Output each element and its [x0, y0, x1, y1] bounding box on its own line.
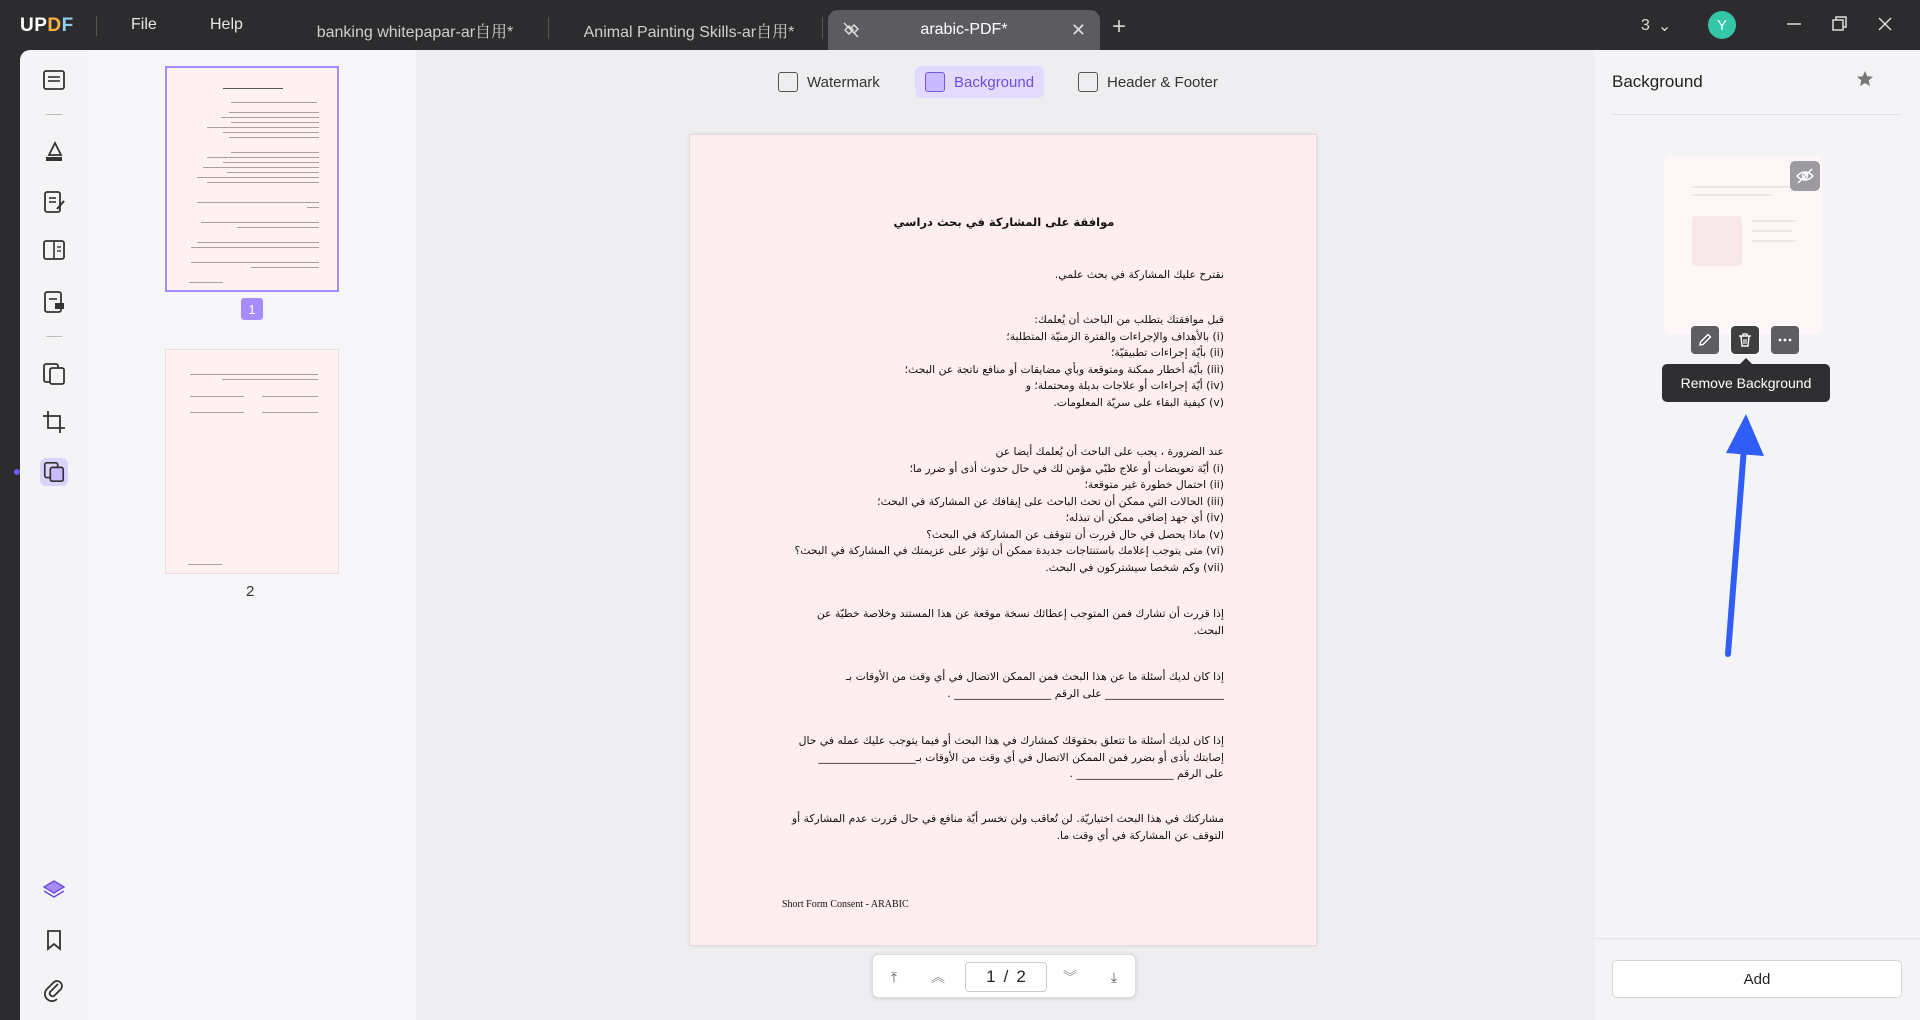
total-pages: 2 — [1016, 967, 1026, 986]
remove-background-button[interactable] — [1731, 326, 1759, 354]
pdf-page[interactable] — [689, 134, 1317, 946]
app-logo: UPDF — [20, 15, 74, 36]
eye-off-icon — [1795, 166, 1815, 186]
trash-icon — [1737, 332, 1753, 348]
tab-arabic-pdf[interactable] — [828, 10, 1100, 50]
tab-animal-painting[interactable] — [554, 10, 824, 50]
edit-pdf-icon — [41, 189, 67, 215]
background-label: Background — [954, 73, 1035, 91]
window-count: 3 — [1641, 17, 1650, 34]
form-icon — [41, 289, 67, 315]
add-button[interactable]: Add — [1612, 960, 1902, 998]
thumbnail-label-2: 2 — [246, 583, 255, 600]
divider — [548, 17, 549, 39]
text-line: على الرقم __________________ . — [1069, 767, 1224, 780]
text-line: ______________________ على الرقم __________________ . — [947, 686, 1224, 700]
page-number-input[interactable] — [965, 962, 1047, 992]
edit-tool[interactable] — [40, 188, 68, 216]
divider — [96, 16, 97, 36]
bookmark-icon — [43, 928, 65, 952]
text-line: (v) ماذا يحصل في حال قررت أن تتوقف عن المشاركة في البحث؟ — [926, 527, 1224, 541]
watermark-button[interactable] — [768, 66, 890, 98]
previous-page-icon[interactable]: ︽ — [931, 969, 945, 985]
menu-help[interactable]: Help — [210, 16, 243, 33]
document-title: موافقة على المشاركة في بحث دراسي — [893, 215, 1115, 229]
text-line: (iv) أيّة إجراءات أو علاجات بديلة ومحتملة؛ و — [1025, 379, 1224, 392]
bookmark-tool[interactable] — [40, 926, 68, 954]
text-line: إذا كان لديك أسئلة ما تتعلق بحقوقك كمشارك في هذا البحث أو فيما يتوجب عليك عمله في حال — [798, 734, 1224, 747]
tooltip: Remove Background — [1662, 364, 1830, 402]
pencil-icon — [1697, 332, 1713, 348]
paragraph — [817, 606, 1224, 639]
comment-tool[interactable] — [40, 138, 68, 166]
background-icon — [925, 72, 945, 92]
text-line: (iii) بأيّة أخطار ممكنة ومتوقعة وبأي مضايقات أو منافع ناتجة عن البحث؛ — [904, 362, 1224, 376]
convert-icon — [41, 361, 67, 387]
watermark-icon — [778, 72, 798, 92]
fill-sign-tool[interactable] — [40, 288, 68, 316]
attachment-tool[interactable] — [40, 976, 68, 1004]
pages-icon — [41, 237, 67, 263]
minimize-icon[interactable] — [1784, 14, 1804, 34]
unlinked-icon — [842, 21, 860, 39]
thumbnail-panel — [88, 50, 416, 1020]
current-page-badge: 1 — [241, 298, 263, 320]
window-count-dropdown[interactable] — [1641, 16, 1671, 36]
paragraph — [792, 811, 1224, 844]
text-line: البحث. — [1193, 623, 1224, 637]
text-line: إذا كان لديك أسئلة ما عن هذا البحث فمن الممكن الاتصال في أي وقت من الأوقات بـ — [845, 670, 1224, 683]
watermark-label: Watermark — [807, 73, 880, 91]
text-line: إذا قررت أن تشارك فمن المتوجب إعطائك نسخة موقعة عن هذا المستند وخلاصة خطيّة عن — [816, 607, 1224, 620]
crop-tool[interactable] — [40, 408, 68, 436]
reader-tool[interactable] — [40, 66, 68, 94]
edit-background-button[interactable] — [1691, 326, 1719, 354]
paragraph — [795, 444, 1224, 576]
current-page: 1 — [986, 967, 996, 986]
header-footer-label: Header & Footer — [1107, 73, 1218, 91]
tab-banking[interactable] — [280, 10, 550, 50]
page-tools[interactable] — [40, 458, 68, 486]
text-line: (vii) وكم شخصا سيشتركون في البحث. — [1045, 560, 1224, 574]
thumbnail-page-1[interactable] — [165, 66, 339, 292]
layers-icon — [41, 877, 67, 903]
divider — [46, 336, 62, 337]
crop-icon — [41, 409, 67, 435]
first-page-icon[interactable]: ⤒ — [890, 968, 898, 985]
tab-label: banking whitepapar-ar自用* — [316, 23, 514, 41]
page-separator: / — [1003, 967, 1009, 986]
reader-icon — [41, 67, 67, 93]
text-line: (i) أيّة تعويضات أو علاج طبّي مؤمن لك في حال حدوث أذى أو ضرر ما؛ — [909, 461, 1224, 475]
text-line: (iv) أي جهد إضافي ممكن أن تبذله؛ — [1065, 511, 1224, 524]
text-line: (ii) بأيّة إجراءات تطبيقيّة؛ — [1110, 346, 1224, 359]
highlighter-icon — [41, 139, 67, 165]
organize-tool[interactable] — [40, 236, 68, 264]
chevron-down-icon: ⌄ — [1657, 18, 1672, 35]
text-line: قبل موافقتك يتطلب من الباحث أن يُعلمك: — [1034, 313, 1224, 326]
text-line: (ii) احتمال خطورة غير متوقعة؛ — [1084, 478, 1224, 491]
paragraph — [1055, 267, 1224, 284]
paragraph — [799, 733, 1224, 783]
hide-background-button[interactable] — [1790, 161, 1820, 191]
header-footer-button[interactable] — [1068, 66, 1228, 98]
star-icon[interactable] — [1856, 70, 1874, 88]
divider — [822, 17, 823, 39]
more-options-button[interactable] — [1771, 326, 1799, 354]
paragraph — [905, 312, 1224, 411]
document-area — [416, 50, 1594, 1020]
tab-label: Animal Painting Skills-ar自用* — [583, 23, 795, 41]
tab-label: arabic-PDF* — [920, 21, 1008, 38]
divider — [46, 114, 62, 115]
divider — [1612, 114, 1902, 115]
text-line: (iii) الحالات التي ممكن أن تحث الباحث على إيقافك عن المشاركة في البحث؛ — [877, 494, 1224, 508]
background-button[interactable] — [915, 66, 1044, 98]
divider — [1594, 938, 1920, 939]
avatar[interactable]: Y — [1708, 11, 1736, 39]
text-line: نقترح عليك المشاركة في بحث علمي. — [1054, 268, 1224, 281]
page-navigator — [872, 954, 1136, 998]
title-bar — [0, 0, 1920, 50]
annotation-arrow — [1700, 410, 1770, 660]
left-toolbar — [20, 50, 88, 1020]
text-line: (i) بالأهداف والإجراءات والفترة الزمنيّة المتطلبة؛ — [1006, 329, 1224, 343]
text-line: التوقف عن المشاركة في أي وقت ما. — [1056, 828, 1224, 842]
text-line: (vi) متى يتوجب إعلامك باستنتاجات جديدة ممكن أن تؤثر على عزيمتك في المشاركة في البحث؟ — [794, 544, 1224, 557]
close-tab-icon[interactable]: ✕ — [1070, 20, 1086, 40]
header-footer-icon — [1078, 72, 1098, 92]
text-line: إصابتك بأذى أو بضرر فمن الممكن الاتصال في أي وقت من الأوقات بـ__________________ — [818, 750, 1224, 764]
convert-tool[interactable] — [40, 360, 68, 388]
watermark-tool-icon — [42, 460, 66, 484]
text-line: (v) كيفية البقاء على سريّة المعلومات. — [1053, 395, 1224, 409]
document-footer: Short Form Consent - ARABIC — [782, 899, 909, 910]
next-page-icon[interactable]: ︾ — [1063, 969, 1077, 985]
panel-title: Background — [1612, 72, 1703, 91]
layers-tool[interactable] — [40, 876, 68, 904]
ellipsis-icon — [1777, 332, 1793, 348]
text-line: عند الضرورة ، يجب على الباحث أن يُعلمك أيضا عن — [995, 445, 1224, 458]
last-page-icon[interactable]: ⤓ — [1110, 968, 1118, 985]
thumbnail-page-2[interactable] — [165, 349, 339, 574]
restore-icon[interactable] — [1830, 14, 1850, 34]
paragraph — [846, 669, 1224, 702]
text-line: مشاركتك في هذا البحث اختياريّة. لن تُعاقب ولن تخسر أيّة منافع في حال قررت عدم المشاركة أو — [791, 812, 1224, 825]
paperclip-icon — [42, 978, 66, 1002]
menu-file[interactable]: File — [131, 16, 157, 33]
close-window-icon[interactable] — [1875, 14, 1895, 34]
new-tab-button[interactable]: + — [1112, 13, 1127, 40]
